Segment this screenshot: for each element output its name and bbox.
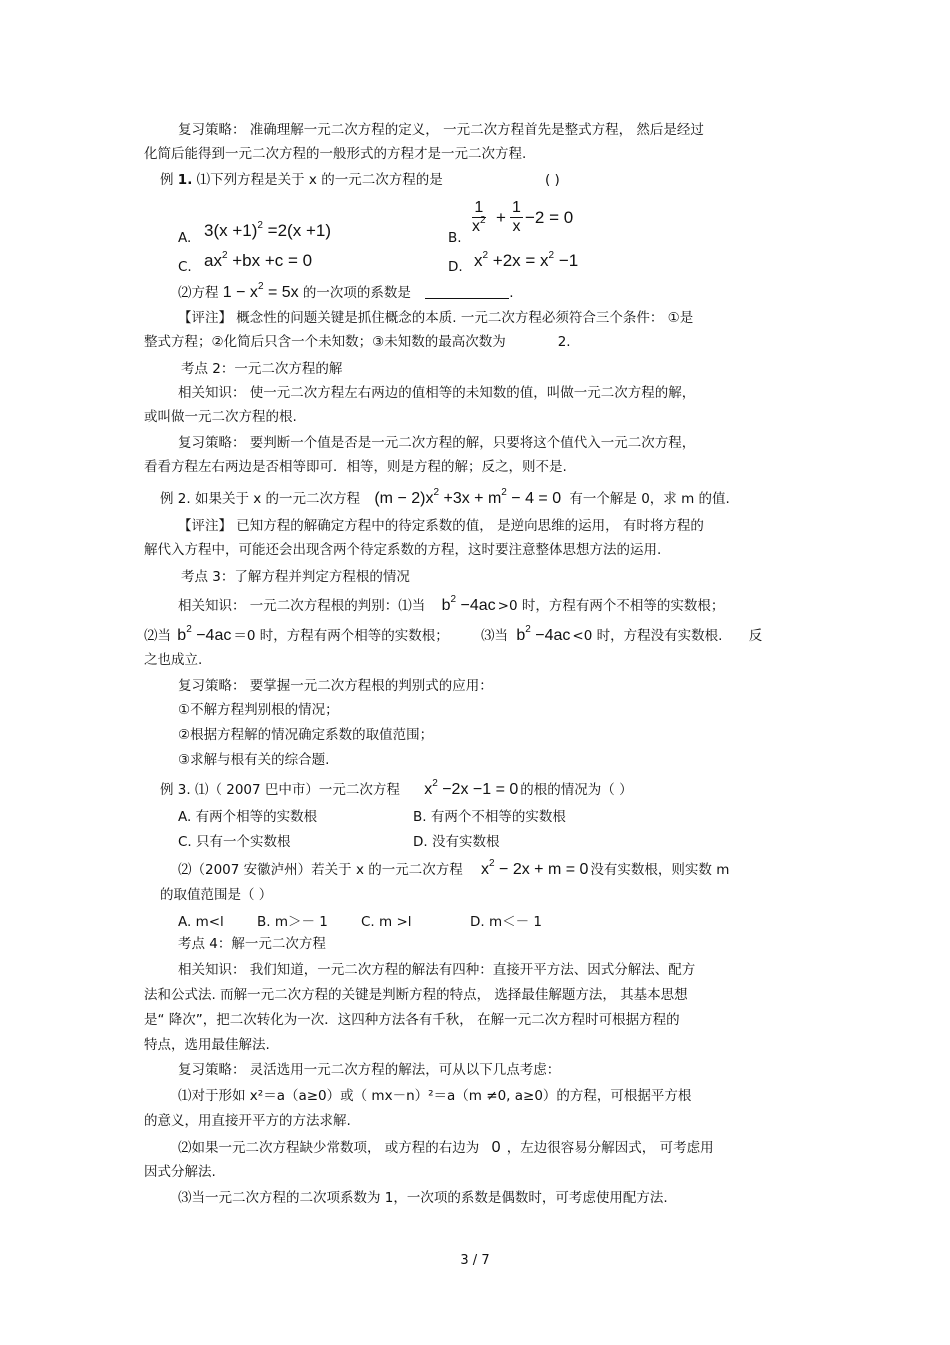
section-3-knowledge-1: 相关知识： 一元二次方程根的判别：⑴当 $b^2 -4ac >0$ 时，方程有两个不相等的实数根； [178,594,725,614]
option-d-equation: $x^2 +2x = x^2 -1$ [474,250,579,270]
page-number: 3 / 7 [460,1253,490,1268]
section-4-strategy: 复习策略： 灵活选用一元二次方程的解法，可从以下几点考虑： [178,1062,561,1078]
option-b-plus: + [496,208,506,227]
option-a-equation: $3(x +1)^2 =2(x +1)$ [204,220,331,240]
section-3-knowledge-3: 之也成立. [144,652,203,668]
option-b-fraction-1: $\frac{1}{x^2}$ [472,199,486,235]
section-4-strategy-1-line-1: ⑴对于形如 x²＝a（a≥0）或（ mx－n）²＝a（m ≠0, a≥0）的方程，可根据平方根 [178,1088,692,1104]
section-3-strategy-item-3: ③求解与根有关的综合题. [178,752,330,768]
section-3-heading: 考点 3：了解方程并判定方程根的情况 [181,569,410,585]
note-2-line-1: 【评注】 已知方程的解确定方程中的待定系数的值， 是逆向思维的运用， 有时将方程的 [178,518,704,534]
section-4-heading: 考点 4：解一元二次方程 [178,936,326,952]
example-3-option-a: A. 有两个相等的实数根 [178,809,318,825]
section-2-strategy-1: 复习策略： 要判断一个值是否是一元二次方程的解，只要将这个值代入一元二次方程， [178,435,696,451]
example-3-part-1: 例 3. ⑴（ 2007 巴中市）一元二次方程 $x^2 -2x -1 = 0$ 的根的情况为（ ） [160,778,633,798]
option-c-label: C. [178,259,192,275]
section-2-knowledge-2: 或叫做一元二次方程的根. [144,409,297,425]
example-3-part-2-option-b: B. m＞－ 1 [257,914,328,930]
option-b-label: B. [448,230,462,246]
option-b-rest: −2 = 0 [525,208,574,227]
section-4-knowledge-3: 是“ 降次”，把二次转化为一次．这四种方法各有千秋， 在解一元二次方程时可根据方程的 [144,1012,680,1028]
example-1-answer-paren: ( ) [545,172,560,188]
example-3-part-2-line-2: 的取值范围是（ ） [160,887,273,903]
example-3-option-b: B. 有两个不相等的实数根 [413,809,566,825]
note-2-line-2: 解代入方程中，可能还会出现含两个待定系数的方程，这时要注意整体思想方法的运用. [144,542,662,558]
section-4-strategy-3: ⑶当一元二次方程的二次项系数为 1，一次项的系数是偶数时，可考虑使用配方法. [178,1190,668,1206]
example-3-part-2-option-d: D. m＜－ 1 [470,914,543,930]
section-4-strategy-2-line-1: ⑵如果一元二次方程缺少常数项， 或方程的右边为 0 ，左边很容易分解因式， 可考虑用 [178,1139,714,1156]
section-2-heading: 考点 2：一元二次方程的解 [181,361,343,377]
section-2-strategy-2: 看看方程左右两边是否相等即可．相等，则是方程的解；反之，则不是. [144,459,567,475]
note-1-line-1: 【评注】 概念性的问题关键是抓住概念的本质. 一元二次方程必须符合三个条件： ①是 [178,310,694,326]
section-4-knowledge-1: 相关知识： 我们知道，一元二次方程的解法有四种：直接开平方法、因式分解法、配方 [178,962,696,978]
example-2: 例 2. 如果关于 x 的一元二次方程 $(m - 2)x^2 +3x + m^2 - 4 = 0$ 有一个解是 0，求 m 的值. [160,487,730,507]
answer-blank [425,284,509,299]
section-3-strategy: 复习策略： 要掌握一元二次方程根的判别式的应用： [178,678,493,694]
option-d-label: D. [448,259,463,275]
option-c-equation: $ax^2 +bx +c = 0$ [204,250,313,270]
strategy-1-line-2: 化简后能得到一元二次方程的一般形式的方程才是一元二次方程. [144,146,527,162]
section-3-strategy-item-2: ②根据方程解的情况确定系数的取值范围； [178,727,434,743]
example-1-question: 例 1. ⑴下列方程是关于 x 的一元二次方程的是 [160,172,443,188]
option-b-fraction-2: $\frac{1}{x}$ [512,199,521,235]
example-3-part-2-option-c: C. m >l [361,914,412,930]
section-3-strategy-item-1: ①不解方程判别根的情况； [178,702,339,718]
section-4-strategy-1-line-2: 的意义，用直接开平方的方法求解. [144,1113,351,1129]
option-a-label: A. [178,230,192,246]
example-3-option-d: D. 没有实数根 [413,834,500,850]
section-3-knowledge-2: ⑵当 $b^2 -4ac =0$ 时，方程有两个相等的实数根； ⑶当 $b^2 -4ac <0$ 时，方程没有实数根. 反 [144,624,763,644]
section-4-knowledge-4: 特点，选用最佳解法. [144,1037,270,1053]
note-1-line-2: 整式方程；②化简后只含一个未知数；③未知数的最高次数为 2. [144,334,571,350]
section-4-strategy-2-line-2: 因式分解法. [144,1164,216,1180]
example-3-part-2: ⑵（2007 安徽泸州）若关于 x 的一元二次方程 $x^2 - 2x + m = 0$ 没有实数根，则实数 m [178,858,730,878]
section-4-knowledge-2: 法和公式法. 而解一元二次方程的关键是判断方程的特点， 选择最佳解题方法， 其基本思想 [144,987,688,1003]
example-3-option-c: C. 只有一个实数根 [178,834,291,850]
example-1-part-2: ⑵方程 $1 - x^2 = 5x$ 的一次项的系数是 . [178,281,514,301]
example-3-part-2-option-a: A. m<l [178,914,224,930]
strategy-1-line-1: 复习策略： 准确理解一元二次方程的定义， 一元二次方程首先是整式方程， 然后是经过 [178,122,704,138]
section-2-knowledge-1: 相关知识： 使一元二次方程左右两边的值相等的未知数的值，叫做一元二次方程的解， [178,385,696,401]
